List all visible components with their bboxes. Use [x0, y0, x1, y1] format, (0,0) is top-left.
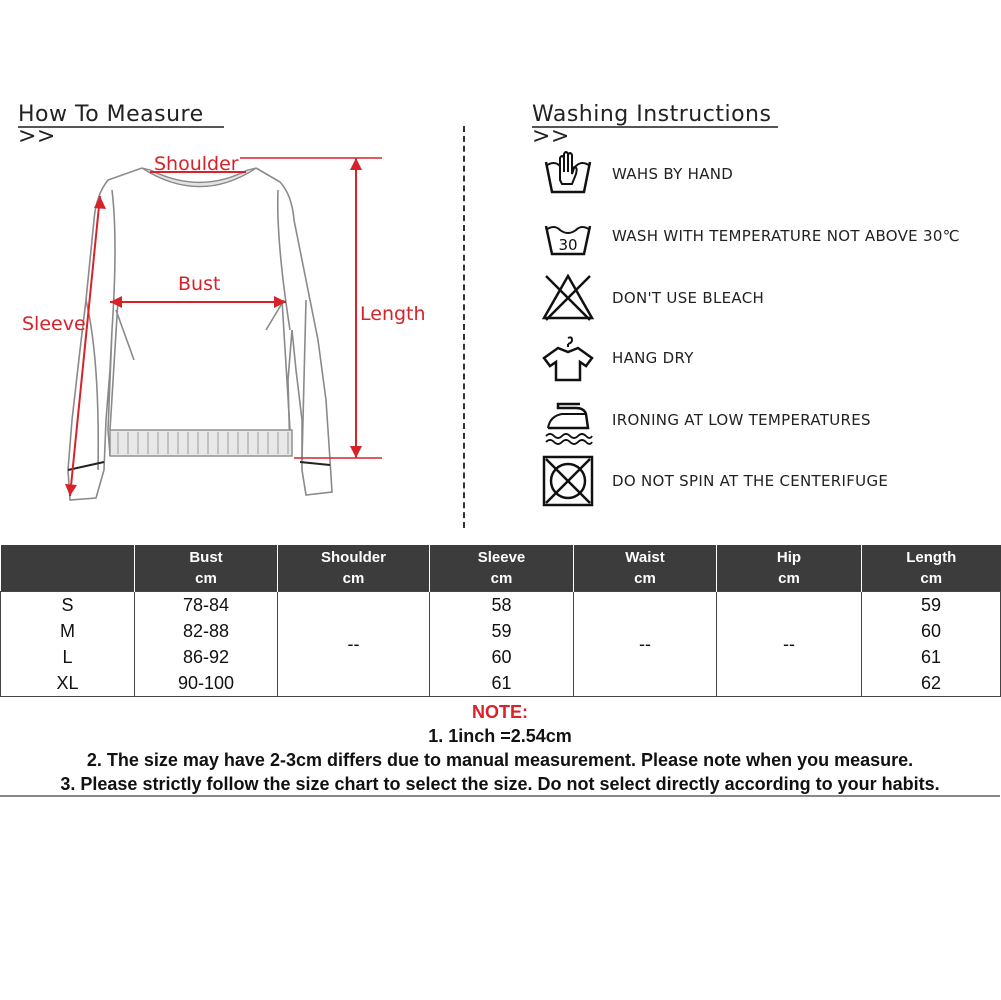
hem-ribbing	[110, 430, 292, 456]
sleeve-arrow-head-bottom	[65, 484, 77, 496]
section-divider	[463, 126, 465, 528]
header-length: Length cm	[862, 545, 1001, 592]
wash-temp-label: 30	[558, 236, 578, 254]
header-size	[1, 545, 135, 592]
bust-cell: 78-84 82-88 86-92 90-100	[135, 592, 278, 697]
how-to-measure-title: How To Measure >>	[18, 104, 224, 128]
hip-cell: --	[717, 592, 862, 697]
hang-dry-icon	[540, 330, 596, 386]
length-cell: 59 60 61 62	[862, 592, 1001, 697]
header-bust: Bust cm	[135, 545, 278, 592]
header-shoulder: Shoulder cm	[278, 545, 430, 592]
wash-label-iron: IRONING AT LOW TEMPERATURES	[612, 411, 871, 429]
shoulder-label: Shoulder	[154, 153, 239, 175]
shoulder-cell: --	[278, 592, 430, 697]
table-header-row	[1, 545, 1001, 592]
wash-label-30: WASH WITH TEMPERATURE NOT ABOVE 30℃	[612, 227, 960, 245]
right-cuff	[300, 462, 330, 465]
length-arrow-head-top	[350, 158, 362, 170]
wash-row-bleach	[540, 270, 980, 326]
size-chart-table	[0, 545, 1001, 697]
iron-low-icon	[540, 392, 596, 448]
wash-row-hand	[540, 146, 980, 202]
note-title: NOTE:	[472, 702, 528, 722]
header-waist: Waist cm	[574, 545, 717, 592]
bust-arrow-head-left	[110, 296, 122, 308]
wash-label-hand: WAHS BY HAND	[612, 165, 734, 183]
wash-row-iron	[540, 392, 980, 448]
notes-bottom-rule	[0, 795, 1000, 797]
hand-wash-icon	[540, 146, 596, 202]
sleeve-arrow	[70, 196, 100, 496]
waist-cell: --	[574, 592, 717, 697]
wash-row-hang	[540, 330, 980, 386]
wash-label-bleach: DON'T USE BLEACH	[612, 289, 765, 307]
wash-row-spin	[540, 453, 980, 509]
notes-block	[0, 700, 1000, 796]
wash-label-hang: HANG DRY	[612, 349, 694, 367]
length-label: Length	[360, 303, 426, 325]
header-hip: Hip cm	[717, 545, 862, 592]
note-line-1: 1. 1inch =2.54cm	[428, 726, 572, 746]
no-tumble-dry-icon	[540, 453, 596, 509]
sweater-measure-diagram	[0, 140, 460, 520]
note-line-3: 3. Please strictly follow the size chart to select the size. Do not select directly according to your habits.	[60, 774, 940, 794]
bust-label: Bust	[178, 273, 221, 295]
note-line-2: 2. The size may have 2-3cm differs due to manual measurement. Please note when you measure.	[86, 750, 914, 770]
header-sleeve: Sleeve cm	[430, 545, 574, 592]
wash-label-spin: DO NOT SPIN AT THE CENTERIFUGE	[612, 472, 889, 490]
wash-row-30	[540, 208, 980, 264]
washing-instructions-title: Washing Instructions >>	[532, 104, 778, 128]
length-arrow-head-bottom	[350, 446, 362, 458]
sleeve-label: Sleeve	[22, 313, 86, 335]
sleeve-cell: 58 59 60 61	[430, 592, 574, 697]
no-bleach-icon	[540, 270, 596, 326]
size-cell: S M L XL	[1, 592, 135, 697]
sleeve-arrow-head-top	[94, 196, 106, 209]
table-row	[1, 592, 1001, 697]
wash-30-icon	[540, 208, 596, 264]
